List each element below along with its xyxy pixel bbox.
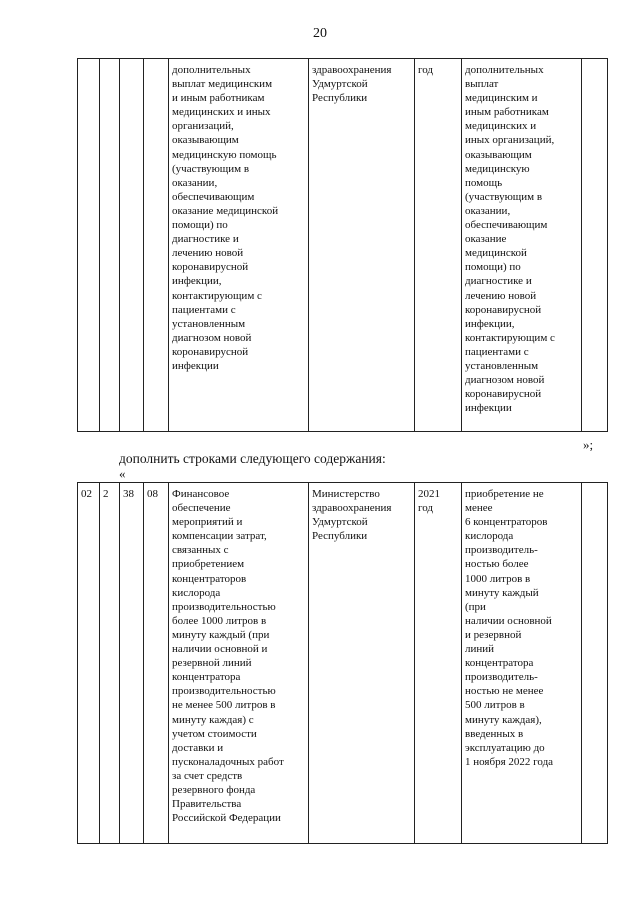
cell-responsible-executor: здравоохранения Удмуртской Республики <box>309 59 415 432</box>
amendment-intro-text: дополнить строками следующего содержания: <box>119 451 386 466</box>
cell-measure-description: Финансовое обеспечение мероприятий и компенсации затрат, связанных с приобретением концентраторов кислорода производительностью более 1000 литров в минуту каждый (при наличии основной и резервной линий концентратора производительностью не менее 500 литров в минуту каждая) с учетом стоимости доставки и пусконаладочных работ за счет средств резервного фонда Правительства Российской Федерации <box>169 483 309 844</box>
cell-responsible-executor: Министерство здравоохранения Удмуртской Республики <box>309 483 415 844</box>
cell-col-9 <box>582 483 608 844</box>
table-row <box>78 59 608 432</box>
opening-quote: « <box>119 466 126 481</box>
cell-col-4 <box>144 59 169 432</box>
cell-measure-description: дополнительных выплат медицинским и иным работникам медицинских и иных организаций, оказывающим медицинскую помощь (участвующим в оказании, обеспечивающим оказание медицинской помощи) по диагностике и лечению новой коронавирусной инфекции, контактирующим с пациентами с установленным диагнозом новой коронавирусной инфекции <box>169 59 309 432</box>
cell-col-1 <box>78 59 100 432</box>
cell-expected-result: приобретение не менее 6 концентраторов кислорода производитель- ностью более 1000 литров в минуту каждый (при наличии основной и резервной линий концентратора производитель- ностью не менее 500 литров в минуту каждая), введенных в эксплуатацию до 1 ноября 2022 года <box>462 483 582 844</box>
cell-deadline: год <box>415 59 462 432</box>
table-bottom <box>77 482 608 844</box>
cell-code-1: 02 <box>78 483 100 844</box>
cell-col-9 <box>582 59 608 432</box>
page-number: 20 <box>313 26 327 41</box>
cell-code-3: 38 <box>120 483 144 844</box>
table-row <box>78 483 608 844</box>
closing-quote: »; <box>583 437 594 452</box>
cell-code-4: 08 <box>144 483 169 844</box>
table-top <box>77 58 608 432</box>
cell-col-2 <box>100 59 120 432</box>
cell-code-2: 2 <box>100 483 120 844</box>
cell-expected-result: дополнительных выплат медицинским и иным работникам медицинских и иных организаций, оказывающим медицинскую помощь (участвующим в оказании, обеспечивающим оказание медицинской помощи) по диагностике и лечению новой коронавирусной инфекции, контактирующим с пациентами с установленным диагнозом новой коронавирусной инфекции <box>462 59 582 432</box>
cell-col-3 <box>120 59 144 432</box>
cell-deadline: 2021 год <box>415 483 462 844</box>
